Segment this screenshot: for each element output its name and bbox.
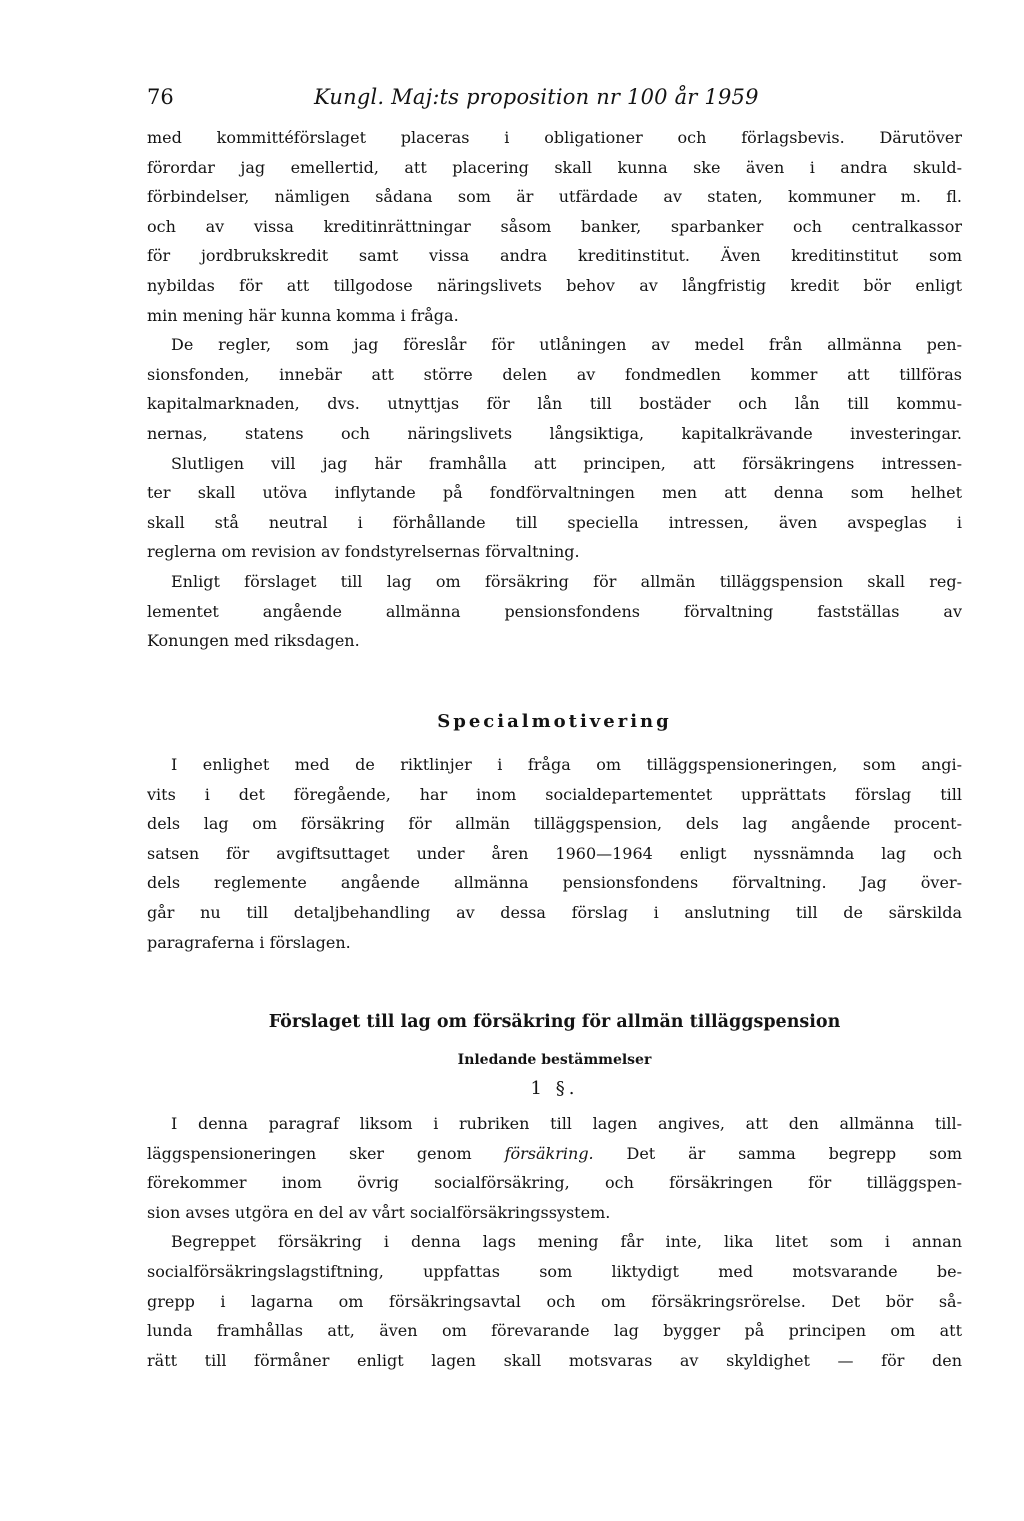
journal-title: Kungl. Maj:ts proposition nr 100 år 1959 — [314, 85, 759, 109]
text-line: Slutligen vill jag här framhålla att principen, att försäkringens intressen- — [171, 453, 962, 473]
text-line: vits i det föregående, har inom socialdepartementet upprättats förslag till — [147, 784, 962, 804]
text-line: och av vissa kreditinrättningar såsom banker, sparbanker och centralkassor — [147, 216, 962, 236]
text-line: reglerna om revision av fondstyrelsernas förvaltning. — [147, 542, 580, 562]
text-line: nernas, statens och näringslivets långsiktiga, kapitalkrävande investeringar. — [147, 423, 962, 443]
text-line: sionsfonden, innebär att större delen av fondmedlen kommer att tillföras — [147, 364, 962, 384]
text-line: paragraferna i förslagen. — [147, 932, 351, 952]
text-line: skall stå neutral i förhållande till speciella intressen, även avspeglas i — [147, 512, 962, 532]
text-line: ter skall utöva inflytande på fondförvaltningen men att denna som helhet — [147, 483, 962, 503]
law-subheading: Inledande bestämmelser — [457, 1052, 652, 1068]
text-line: med kommittéförslaget placeras i obligationer och förlagsbevis. Därutöver — [147, 128, 962, 147]
text-line: förbindelser, nämligen sådana som är utfärdade av staten, kommuner m. fl. — [147, 187, 962, 207]
text-line: sion avses utgöra en del av vårt socialförsäkringssystem. — [147, 1202, 611, 1222]
text-line: I denna paragraf liksom i rubriken till lagen angives, att den allmänna till- — [171, 1114, 962, 1133]
text-line: för jordbrukskredit samt vissa andra kreditinstitut. Även kreditinstitut som — [147, 246, 962, 266]
law-heading: Förslaget till lag om försäkring för allmän tilläggspension — [268, 1012, 841, 1032]
text-line: socialförsäkringslagstiftning, uppfattas som liktydigt med motsvarande be- — [147, 1261, 962, 1281]
text-line: går nu till detaljbehandling av dessa förslag i anslutning till de särskilda — [147, 902, 962, 922]
text-line: dels lag om försäkring för allmän tilläggspension, dels lag angående procent- — [147, 814, 962, 834]
text-line: förekommer inom övrig socialförsäkring, och försäkringen för tilläggspen- — [147, 1173, 962, 1193]
text-line: grepp i lagarna om försäkringsavtal och om försäkringsrörelse. Det bör så- — [147, 1291, 962, 1311]
text-line: min mening här kunna komma i fråga. — [147, 305, 459, 325]
text-line: Enligt förslaget till lag om försäkring för allmän tilläggspension skall reg- — [171, 571, 962, 591]
text-line: lunda framhållas att, även om förevarande lag bygger på principen om att — [147, 1321, 962, 1341]
text-line: satsen för avgiftsuttaget under åren 1960—1964 enligt nyssnämnda lag och — [147, 843, 962, 863]
text-line: rätt till förmåner enligt lagen skall motsvaras av skyldighet — för den — [147, 1350, 962, 1370]
special-section — [147, 755, 962, 962]
text-line-with-emphasis — [147, 1144, 962, 1174]
intro-section — [147, 128, 962, 661]
text-line: lementet angående allmänna pensionsfondens förvaltning fastställas av — [147, 601, 962, 621]
paragraph-mark: 1 §. — [530, 1078, 579, 1099]
text-line: I enlighet med de riktlinjer i fråga om tilläggspensioneringen, som angi- — [171, 755, 962, 774]
running-header — [147, 82, 962, 112]
emphasized-term: försäkring. — [504, 1143, 594, 1163]
text-line: Konungen med riksdagen. — [147, 631, 360, 651]
text-line: dels reglemente angående allmänna pensionsfondens förvaltning. Jag över- — [147, 873, 962, 893]
text-line: kapitalmarknaden, dvs. utnyttjas för lån till bostäder och lån till kommu- — [147, 394, 962, 414]
section-heading: Specialmotivering — [437, 711, 672, 732]
text-fragment: läggspensioneringen sker genom — [147, 1143, 505, 1163]
law-section — [147, 1114, 962, 1380]
text-line: Begreppet försäkring i denna lags mening får inte, lika litet som i annan — [171, 1232, 962, 1252]
text-line: förordar jag emellertid, att placering skall kunna ske även i andra skuld- — [147, 157, 962, 177]
text-line: De regler, som jag föreslår för utlåningen av medel från allmänna pen- — [171, 335, 962, 355]
text-line: nybildas för att tillgodose näringslivets behov av långfristig kredit bör enligt — [147, 275, 962, 295]
text-fragment: Det är samma begrepp som — [593, 1143, 962, 1163]
page-number: 76 — [147, 85, 174, 109]
